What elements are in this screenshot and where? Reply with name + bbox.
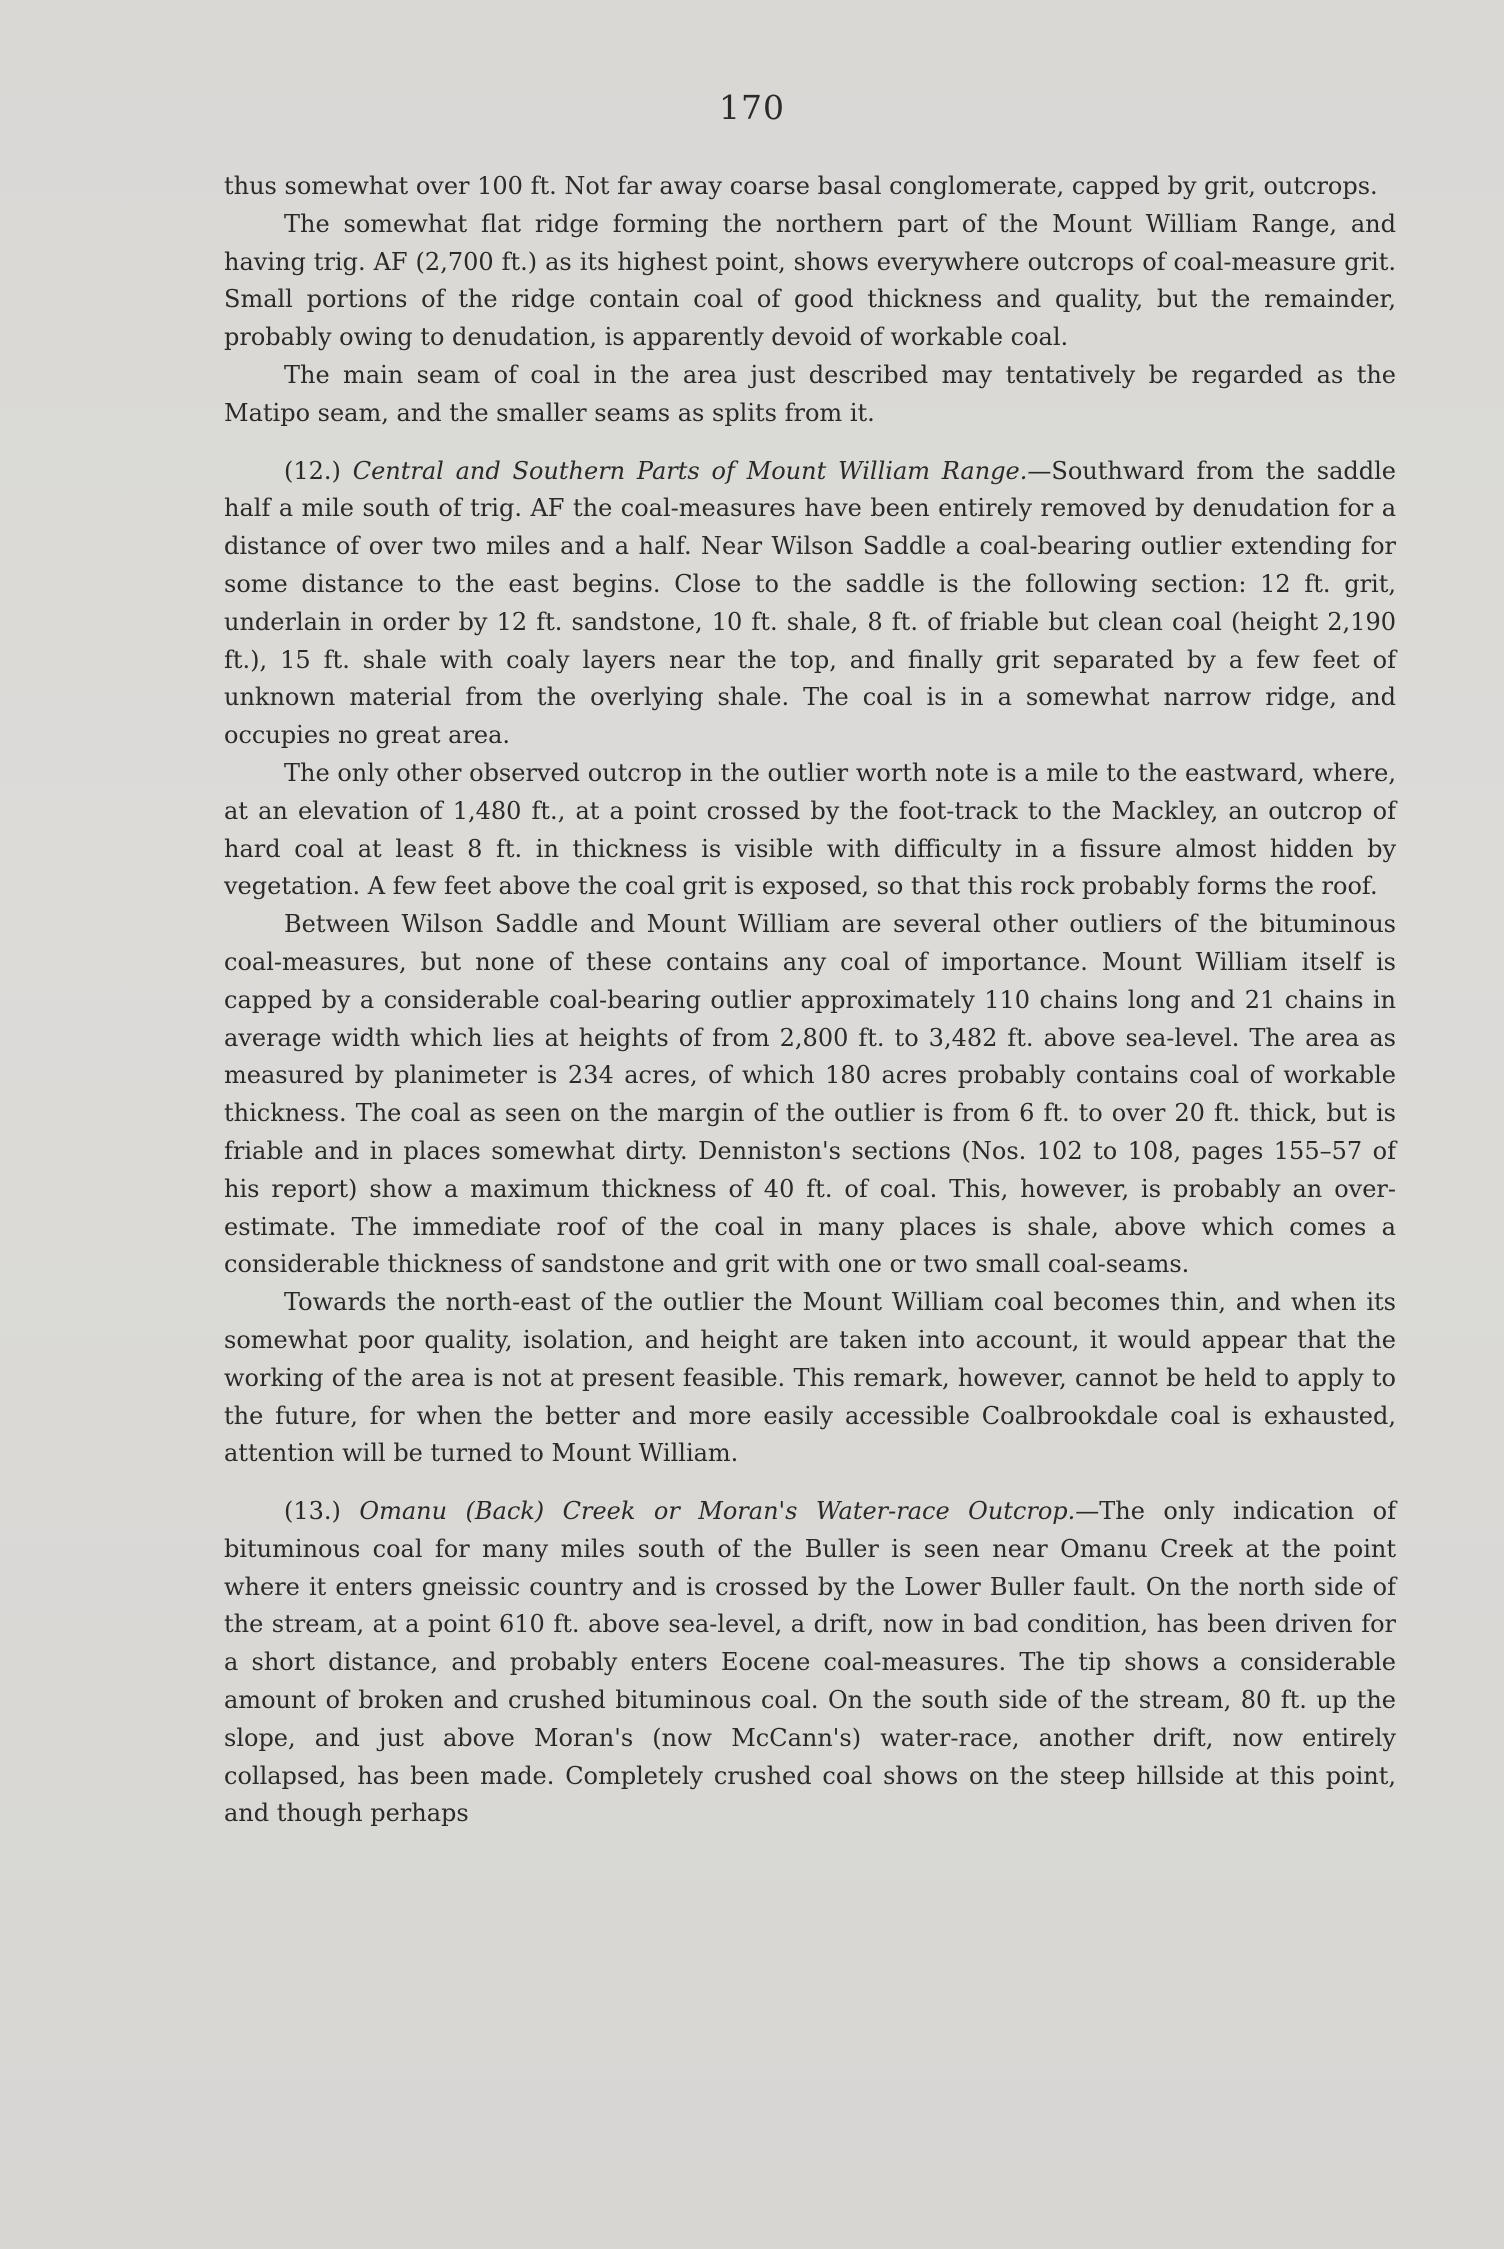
paragraph-wilson-saddle: Between Wilson Saddle and Mount William are several other outliers of the bituminous coal-measures, but none of these contains any coal of importance. Mount William itself is capped by a considerable coal-bearing outlier approximately 110 chains long and 21 chains in average width which lies at heights of from 2,800 ft. to 3,482 ft. above sea-level. The area as measured by planimeter is 234 acres, of which 180 acres probably contains coal of workable thickness. The coal as seen on the margin of the outlier is from 6 ft. to over 20 ft. thick, but is friable and in places somewhat dirty. Denniston's sections (Nos. 102 to 108, pages 155–57 of his report) show a maximum thickness of 40 ft. of coal. This, however, is probably an over-estimate. The immediate roof of the coal in many places is shale, above which comes a considerable thickness of sandstone and grit with one or two small coal-seams.	[224, 910, 1396, 1279]
section-gap	[224, 1473, 1396, 1493]
section-12-title: Central and Southern Parts of Mount William Range.	[352, 456, 1028, 485]
section-12-number: (12.)	[284, 456, 341, 485]
page-body	[224, 168, 1396, 1833]
section-13-lead-text: —The only indication of bituminous coal for many miles south of the Buller is seen near Omanu Creek at the point where it enters gneissic country and is crossed by the Lower Buller fault. On the north side of the stream, at a point 610 ft. above sea-level, a drift, now in bad condition, has been driven for a short distance, and probably enters Eocene coal-measures. The tip shows a considerable amount of broken and crushed bituminous coal. On the south side of the stream, 80 ft. up the slope, and just above Moran's (now McCann's) water-race, another drift, now entirely collapsed, has been made. Completely crushed coal shows on the steep hillside at this point, and though perhaps	[224, 1497, 1396, 1828]
section-13-title: Omanu (Back) Creek or Moran's Water-race Outcrop.	[359, 1497, 1076, 1526]
section-13-lead-paragraph	[224, 1493, 1396, 1833]
section-13-number: (13.)	[284, 1497, 341, 1526]
paragraph-continuation: thus somewhat over 100 ft. Not far away coarse basal conglomerate, capped by grit, outcrops.	[224, 172, 1378, 200]
paragraph-outlier-outcrop: The only other observed outcrop in the outlier worth note is a mile to the eastward, where, at an elevation of 1,480 ft., at a point crossed by the foot-track to the Mackley, an outcrop of hard coal at least 8 ft. in thickness is visible with difficulty in a fissure almost hidden by vegetation. A few feet above the coal grit is exposed, so that this rock probably forms the roof.	[224, 758, 1396, 901]
paragraph-matipo-seam: The main seam of coal in the area just described may tentatively be regarded as the Matipo seam, and the smaller seams as splits from it.	[224, 360, 1396, 427]
paragraph-mount-william-ridge: The somewhat flat ridge forming the northern part of the Mount William Range, and having trig. AF (2,700 ft.) as its highest point, shows everywhere outcrops of coal-measure grit. Small portions of the ridge contain coal of good thickness and quality, but the remainder, probably owing to denudation, is apparently devoid of workable coal.	[224, 209, 1396, 352]
section-gap	[224, 433, 1396, 453]
section-12-lead-text: —Southward from the saddle half a mile south of trig. AF the coal-measures have been entirely removed by denudation for a distance of over two miles and a half. Near Wilson Saddle a coal-bearing outlier extending for some distance to the east begins. Close to the saddle is the following section: 12 ft. grit, underlain in order by 12 ft. sandstone, 10 ft. shale, 8 ft. of friable but clean coal (height 2,190 ft.), 15 ft. shale with coaly layers near the top, and finally grit separated by a few feet of unknown material from the overlying shale. The coal is in a somewhat narrow ridge, and occupies no great area.	[224, 456, 1396, 750]
paragraph-north-east-outlier: Towards the north-east of the outlier the Mount William coal becomes thin, and when its somewhat poor quality, isolation, and height are taken into account, it would appear that the working of the area is not at present feasible. This remark, however, cannot be held to apply to the future, for when the better and more easily accessible Coalbrookdale coal is exhausted, attention will be turned to Mount William.	[224, 1288, 1396, 1468]
page-number: 170	[719, 88, 785, 127]
section-12-lead-paragraph	[224, 453, 1396, 755]
